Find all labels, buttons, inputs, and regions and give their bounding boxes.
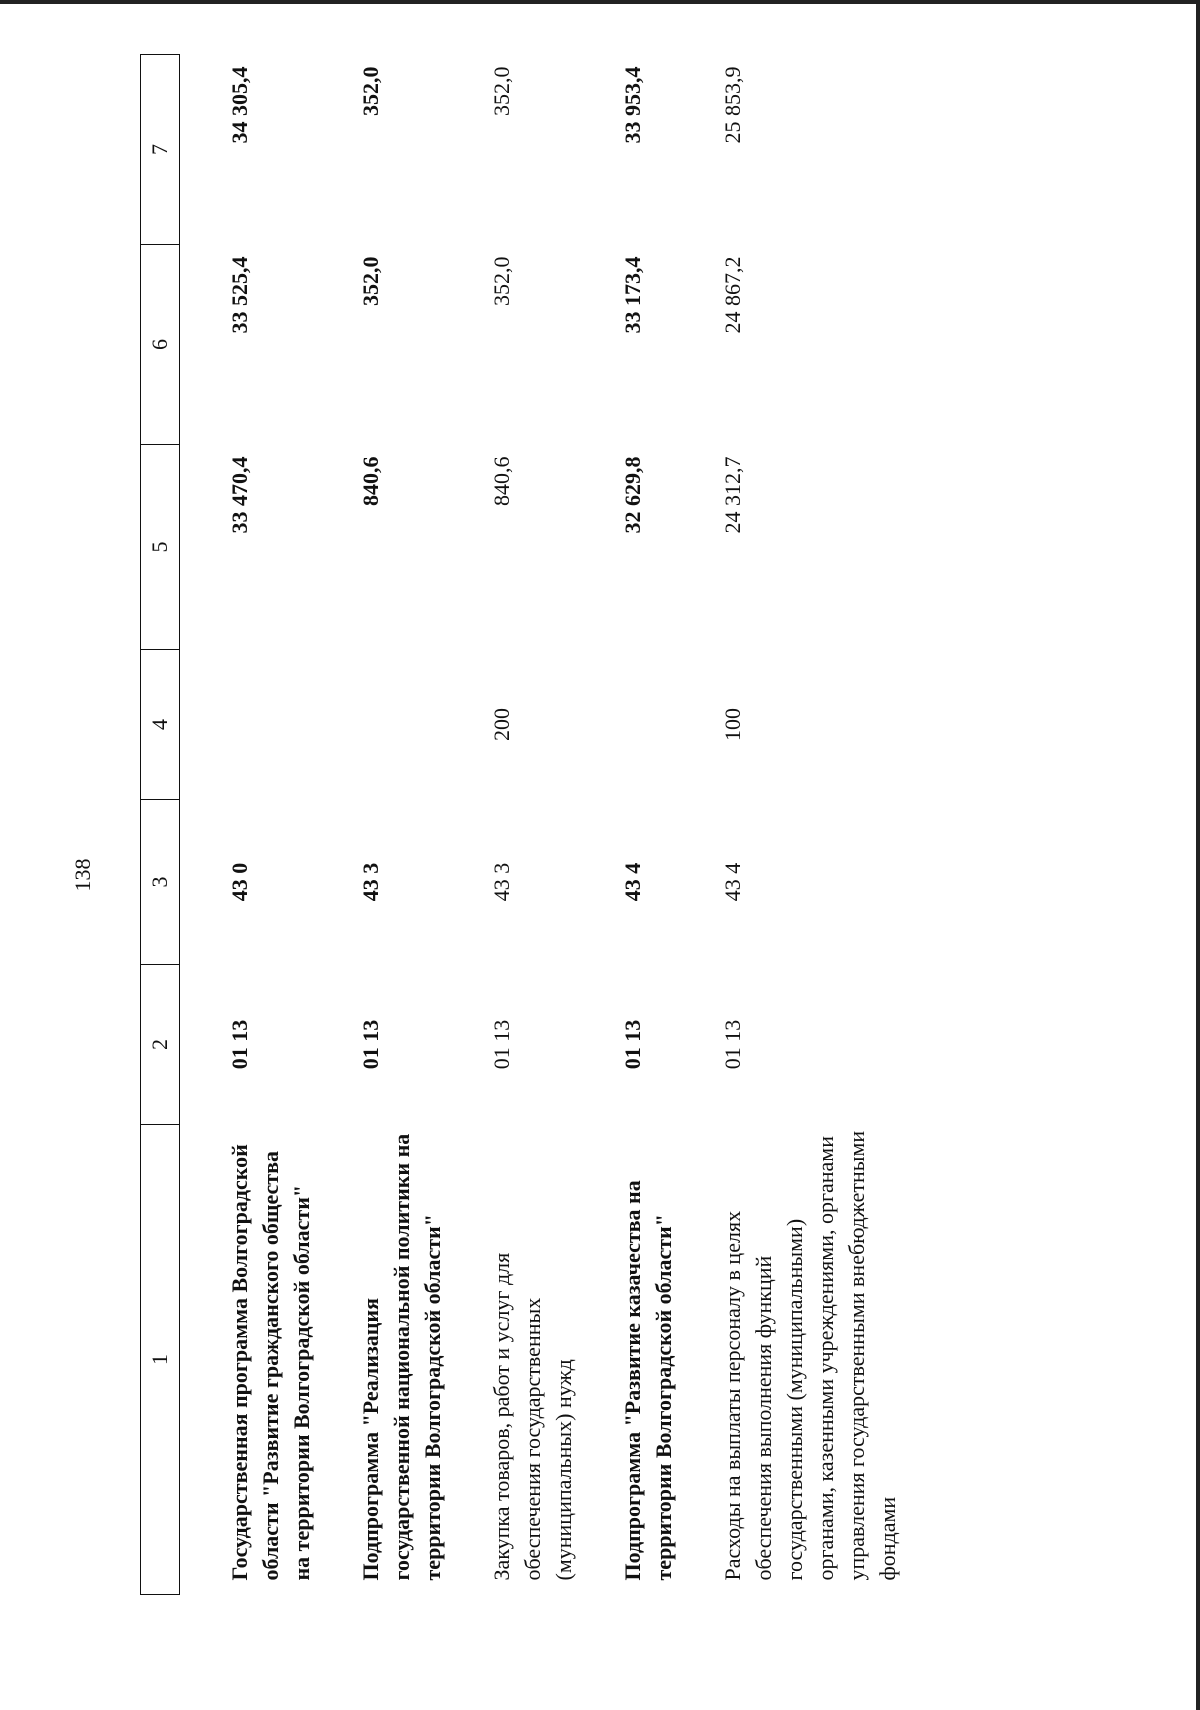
row-name: Закупка товаров, работ и услуг для обеспечения государственных (муниципальных) нужд <box>489 1252 576 1581</box>
row-value-6: 33 525,4 <box>227 256 252 334</box>
budget-table <box>140 54 933 1595</box>
column-header-7: 7 <box>141 55 180 245</box>
column-header-6: 6 <box>141 245 180 445</box>
column-header-4: 4 <box>141 650 180 800</box>
row-value-7: 33 953,4 <box>620 66 645 144</box>
table-row <box>609 55 709 1595</box>
row-value-6: 352,0 <box>358 256 383 306</box>
column-header-3: 3 <box>141 800 180 965</box>
table-row <box>478 55 609 1595</box>
column-header-1: 1 <box>141 1125 180 1595</box>
row-name: Государственная программа Волгоградской области "Развитие гражданского общества на территории Волгоградской области" <box>227 1144 314 1581</box>
header-row <box>141 55 180 1595</box>
row-type: 100 <box>720 708 745 741</box>
row-target: 43 0 <box>227 862 252 902</box>
row-value-5: 24 312,7 <box>720 456 745 534</box>
row-target: 43 3 <box>358 862 383 902</box>
table-row <box>709 55 933 1595</box>
row-value-5: 33 470,4 <box>227 456 252 534</box>
row-value-6: 24 867,2 <box>720 256 745 334</box>
table-row <box>347 55 478 1595</box>
row-section: 01 13 <box>358 1019 383 1070</box>
row-value-7: 25 853,9 <box>720 66 745 144</box>
row-section: 01 13 <box>489 1019 514 1070</box>
row-section: 01 13 <box>620 1019 645 1070</box>
row-name: Подпрограмма "Развитие казачества на территории Волгоградской области" <box>620 1180 676 1581</box>
row-value-7: 352,0 <box>489 66 514 116</box>
row-type: 200 <box>489 708 514 741</box>
row-type <box>347 650 478 800</box>
row-value-5: 840,6 <box>358 456 383 506</box>
row-target: 43 4 <box>720 862 745 902</box>
row-section: 01 13 <box>227 1019 252 1070</box>
page-number: 138 <box>70 858 95 892</box>
row-type <box>180 650 348 800</box>
table-row <box>180 55 348 1595</box>
row-type <box>609 650 709 800</box>
row-name: Расходы на выплаты персоналу в целях обеспечения выполнения функций государственными (муниципальными) органами, казенными учреждениями, органами управления государственными внебюджетными фондами <box>720 1130 900 1581</box>
row-value-6: 33 173,4 <box>620 256 645 334</box>
row-value-7: 34 305,4 <box>227 66 252 144</box>
row-target: 43 4 <box>620 862 645 902</box>
row-value-5: 32 629,8 <box>620 456 645 534</box>
row-section: 01 13 <box>720 1019 745 1070</box>
row-value-6: 352,0 <box>489 256 514 306</box>
row-value-5: 840,6 <box>489 456 514 506</box>
row-value-7: 352,0 <box>358 66 383 116</box>
column-header-2: 2 <box>141 965 180 1125</box>
row-target: 43 3 <box>489 862 514 902</box>
row-name: Подпрограмма "Реализация государственной национальной политики на территории Волгоградской области" <box>358 1133 445 1581</box>
column-header-5: 5 <box>141 445 180 650</box>
